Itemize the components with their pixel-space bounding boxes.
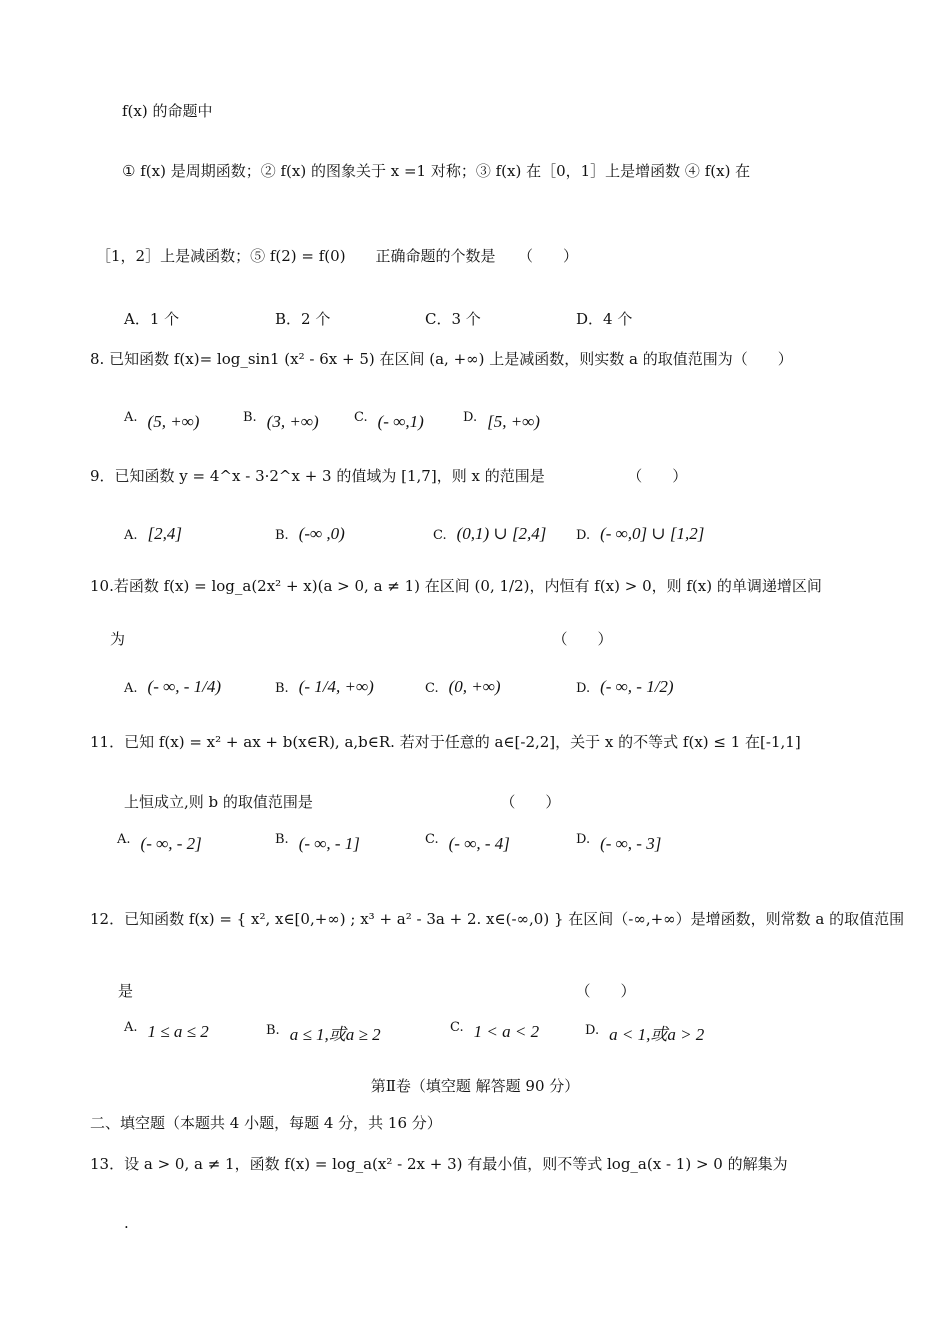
- part-2-heading: 第Ⅱ卷（填空题 解答题 90 分）: [370, 1077, 580, 1095]
- q10-option-d: D. (- ∞, - 1/2): [576, 677, 674, 696]
- q10-option-a: A. (- ∞, - 1/4): [124, 677, 222, 696]
- q7-stem-tail: f(x) 的命题中: [122, 102, 213, 120]
- q11-option-b: B. (- ∞, - 1]: [275, 832, 360, 853]
- q7-statements-1: ① f(x) 是周期函数；② f(x) 的图象关于 x =1 对称；③ f(x) 在［0，1］上是增函数 ④ f(x) 在: [122, 162, 751, 180]
- q7-statements-2: ［1，2］上是减函数；⑤ f(2) = f(0) 正确命题的个数是 （ ）: [96, 247, 579, 265]
- q12-stem-2: 是 （ ）: [118, 982, 636, 1000]
- q8-option-c: C. (- ∞,1): [354, 410, 424, 431]
- q11-option-c: C. (- ∞, - 4]: [425, 832, 510, 853]
- q8-option-d: D. [5, +∞): [463, 410, 540, 431]
- q8-option-b: B. (3, +∞): [243, 410, 319, 431]
- q8-stem: 8. 已知函数 f(x)= log_sin1 (x² - 6x + 5) 在区间 (a, +∞) 上是减函数，则实数 a 的取值范围为（ ）: [90, 350, 793, 368]
- q9-stem: 9．已知函数 y = 4^x - 3·2^x + 3 的值域为 [1,7]，则 x 的范围是 （ ）: [90, 467, 688, 485]
- q13-answer-dot: .: [124, 1214, 129, 1232]
- q11-stem-2: 上恒成立,则 b 的取值范围是 （ ）: [124, 793, 561, 811]
- q10-option-b: B. (- 1/4, +∞): [275, 677, 374, 696]
- q10-stem-2: 为 （ ）: [110, 630, 613, 648]
- q9-option-a: A. [2,4]: [124, 524, 183, 543]
- q8-option-a: A. (5, +∞): [124, 410, 200, 431]
- q9-option-b: B. (-∞ ,0): [275, 524, 345, 543]
- section-2-heading: 二、填空题（本题共 4 小题，每题 4 分，共 16 分）: [90, 1114, 442, 1132]
- q9-option-c: C. (0,1) ∪ [2,4]: [433, 524, 547, 543]
- q12-option-a: A. 1 ≤ a ≤ 2: [124, 1020, 209, 1041]
- q11-option-a: A. (- ∞, - 2]: [117, 832, 202, 853]
- q12-stem-1: 12．已知函数 f(x) = { x², x∈[0,+∞) ; x³ + a² - 3a + 2. x∈(-∞,0) } 在区间（-∞,+∞）是增函数，则常数 a 的取值范围: [90, 910, 905, 928]
- q13-stem: 13．设 a > 0, a ≠ 1，函数 f(x) = log_a(x² - 2x + 3) 有最小值，则不等式 log_a(x - 1) > 0 的解集为: [90, 1155, 788, 1173]
- q12-option-d: D. a < 1,或a > 2: [585, 1023, 705, 1044]
- q7-option-c: C．3 个: [425, 310, 481, 328]
- q11-stem-1: 11．已知 f(x) = x² + ax + b(x∈R), a,b∈R. 若对于任意的 a∈[-2,2]，关于 x 的不等式 f(x) ≤ 1 在[-1,1]: [90, 733, 801, 751]
- q10-option-c: C. (0, +∞): [425, 677, 501, 696]
- q12-option-c: C. 1 < a < 2: [450, 1020, 540, 1041]
- q12-option-b: B. a ≤ 1,或a ≥ 2: [266, 1023, 381, 1044]
- q7-option-b: B．2 个: [275, 310, 331, 328]
- q7-option-a: A．1 个: [124, 310, 180, 328]
- q10-stem-1: 10.若函数 f(x) = log_a(2x² + x)(a > 0, a ≠ 1) 在区间 (0, 1/2)，内恒有 f(x) > 0，则 f(x) 的单调递增区间: [90, 577, 822, 595]
- q7-option-d: D．4 个: [576, 310, 633, 328]
- q9-option-d: D. (- ∞,0] ∪ [1,2]: [576, 524, 705, 543]
- q11-option-d: D. (- ∞, - 3]: [576, 832, 662, 853]
